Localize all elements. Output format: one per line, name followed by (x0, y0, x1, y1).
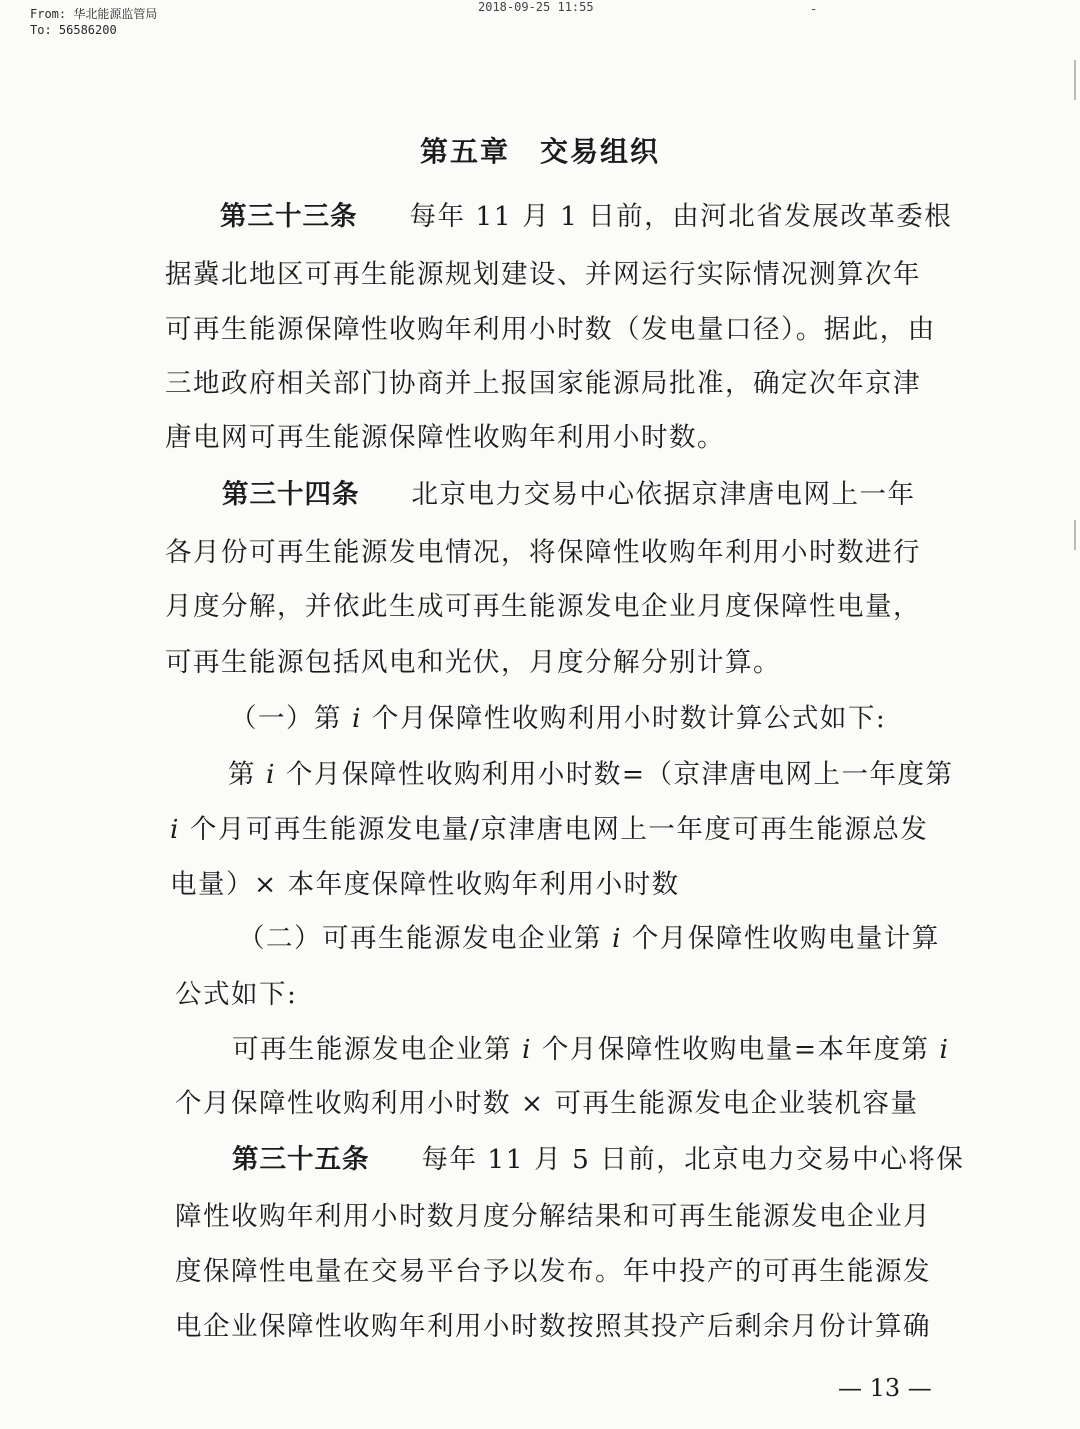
article-34-text-1: 北京电力交易中心依据京津唐电网上一年 (411, 479, 916, 510)
fax-header (30, 6, 157, 38)
formula-2-line-1: 可再生能源发电企业第 i 个月保障性收购电量=本年度第 i (232, 1034, 950, 1065)
fax-timestamp: 2018-09-25 11:55 (478, 0, 594, 14)
formula-1-line-3: 电量）× 本年度保障性收购年利用小时数 (170, 869, 680, 900)
scan-speck (1074, 60, 1076, 100)
article-33-line-1 (220, 200, 952, 234)
article-35-line-3: 度保障性电量在交易平台予以发布。年中投产的可再生能源发 (175, 1256, 931, 1287)
article-34-line-2: 各月份可再生能源发电情况，将保障性收购年利用小时数进行 (165, 537, 921, 568)
chapter-title: 第五章 交易组织 (419, 135, 660, 168)
article-35-text-1: 每年 11 月 5 日前，北京电力交易中心将保 (421, 1144, 965, 1175)
formula-2-line-2: 个月保障性收购利用小时数 × 可再生能源发电企业装机容量 (175, 1088, 919, 1119)
formula-1-line-2: i 个月可再生能源发电量/京津唐电网上一年度可再生能源总发 (170, 814, 929, 845)
article-35-line-4: 电企业保障性收购年利用小时数按照其投产后剩余月份计算确 (175, 1311, 931, 1342)
fax-mark: - (810, 2, 818, 16)
variable-i: i (939, 1034, 950, 1065)
formula-2-heading-line-2: 公式如下: (175, 979, 298, 1010)
scan-speck (1074, 520, 1076, 550)
article-34-line-4: 可再生能源包括风电和光伏，月度分解分别计算。 (165, 647, 781, 678)
article-33-text-1: 每年 11 月 1 日前，由河北省发展改革委根 (409, 201, 953, 232)
formula-1-heading: （一）第 i 个月保障性收购利用小时数计算公式如下: (230, 703, 887, 734)
fax-to: To: 56586200 (30, 23, 117, 37)
variable-i: i (351, 703, 362, 734)
article-33-line-4: 三地政府相关部门协商并上报国家能源局批准，确定次年京津 (165, 368, 921, 399)
fax-from: From: 华北能源监管局 (30, 7, 158, 21)
variable-i: i (170, 814, 180, 845)
formula-1-line-1: 第 i 个月保障性收购利用小时数=（京津唐电网上一年度第 (228, 759, 954, 790)
page-number: — 13 — (838, 1374, 932, 1402)
article-34-label: 第三十四条 (222, 479, 360, 510)
article-33-line-2: 据冀北地区可再生能源规划建设、并网运行实际情况测算次年 (165, 259, 921, 290)
article-35-line-1 (232, 1143, 964, 1177)
article-34-line-3: 月度分解，并依此生成可再生能源发电企业月度保障性电量， (165, 591, 921, 622)
article-33-label: 第三十三条 (220, 201, 358, 232)
variable-i: i (265, 759, 276, 790)
article-33-line-3: 可再生能源保障性收购年利用小时数（发电量口径）。据此，由 (165, 314, 936, 345)
formula-2-heading: （二）可再生能源发电企业第 i 个月保障性收购电量计算 (238, 923, 940, 954)
variable-i: i (611, 923, 622, 954)
article-35-line-2: 障性收购年利用小时数月度分解结果和可再生能源发电企业月 (175, 1201, 931, 1232)
article-33-line-5: 唐电网可再生能源保障性收购年利用小时数。 (165, 422, 725, 453)
article-35-label: 第三十五条 (232, 1144, 370, 1175)
article-34-line-1 (222, 478, 916, 512)
variable-i: i (521, 1034, 532, 1065)
